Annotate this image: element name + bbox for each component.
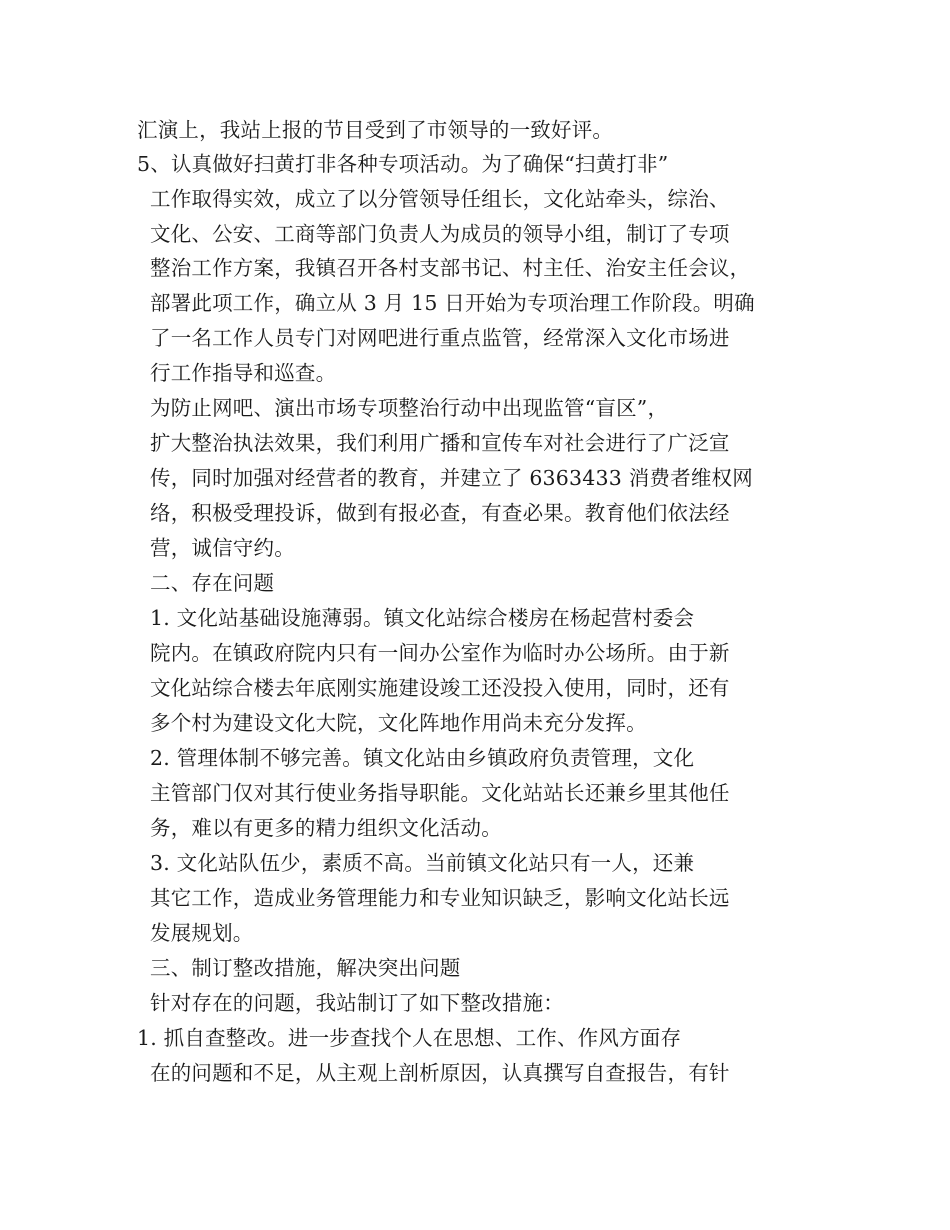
text-line: 工作取得实效，成立了以分管领导任组长，文化站牵头，综治、: [150, 187, 730, 211]
text-line: 1. 抓自查整改。进一步查找个人在思想、工作、作风方面存: [137, 1026, 682, 1050]
text-line: 传，同时加强对经营者的教育，并建立了 6363433 消费者维权网: [150, 466, 753, 490]
text-line: 主管部门仅对其行使业务指导职能。文化站站长还兼乡里其他任: [150, 781, 730, 805]
text-line: 营，诚信守约。: [150, 536, 295, 560]
text-line: 其它工作，造成业务管理能力和专业知识缺乏，影响文化站长远: [150, 886, 730, 910]
text-line: 发展规划。: [150, 921, 254, 945]
section-heading: 二、存在问题: [150, 571, 275, 595]
text-line: 5、认真做好扫黄打非各种专项活动。为了确保“扫黄打非”: [137, 152, 669, 176]
text-line: 扩大整治执法效果，我们利用广播和宣传车对社会进行了广泛宣: [150, 431, 730, 455]
text-line: 文化、公安、工商等部门负责人为成员的领导小组，制订了专项: [150, 222, 730, 246]
text-line: 了一名工作人员专门对网吧进行重点监管，经常深入文化市场进: [150, 326, 730, 350]
text-line: 针对存在的问题，我站制订了如下整改措施：: [150, 991, 564, 1015]
text-line: 在的问题和不足，从主观上剖析原因，认真撰写自查报告，有针: [150, 1061, 730, 1085]
text-line: 络，积极受理投诉，做到有报必查，有查必果。教育他们依法经: [150, 501, 730, 525]
text-line: 行工作指导和巡查。: [150, 361, 337, 385]
text-line: 3. 文化站队伍少，素质不高。当前镇文化站只有一人，还兼: [150, 851, 695, 875]
text-line: 1. 文化站基础设施薄弱。镇文化站综合楼房在杨起营村委会: [150, 606, 695, 630]
text-line: 文化站综合楼去年底刚实施建设竣工还没投入使用，同时，还有: [150, 676, 730, 700]
text-line: 为防止网吧、演出市场专项整治行动中出现监管“盲区”，: [150, 396, 669, 420]
text-line: 务，难以有更多的精力组织文化活动。: [150, 816, 502, 840]
text-line: 汇演上，我站上报的节目受到了市领导的一致好评。: [137, 118, 614, 142]
text-line: 部署此项工作，确立从 3 月 15 日开始为专项治理工作阶段。明确: [150, 291, 755, 315]
text-line: 院内。在镇政府院内只有一间办公室作为临时办公场所。由于新: [150, 641, 730, 665]
text-line: 多个村为建设文化大院，文化阵地作用尚未充分发挥。: [150, 711, 647, 735]
text-line: 整治工作方案，我镇召开各村支部书记、村主任、治安主任会议，: [150, 256, 751, 280]
section-heading: 三、制订整改措施，解决突出问题: [150, 956, 461, 980]
text-line: 2. 管理体制不够完善。镇文化站由乡镇政府负责管理，文化: [150, 746, 695, 770]
